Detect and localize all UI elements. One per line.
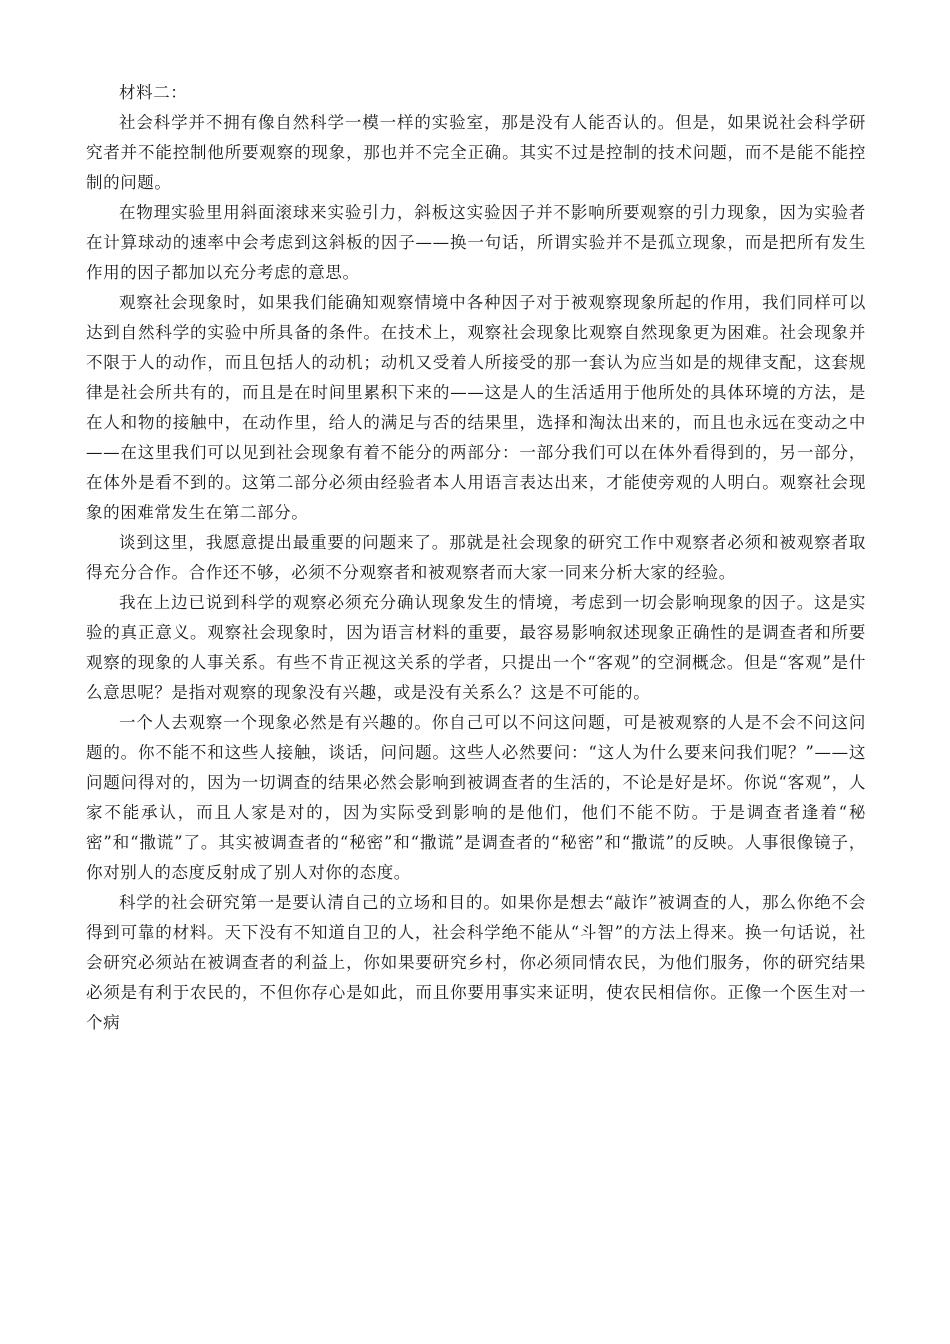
paragraph-6: 一个人去观察一个现象必然是有兴趣的。你自己可以不问这问题，可是被观察的人是不会不问这问题的。你不能不和这些人接触，谈话，问问题。这些人必然要问：“这人为什么要来问我们呢？”——这问题问得对的，因为一切调查的结果必然会影响到被调查者的生活的，不论是好是坏。你说“客观”，人家不能承认，而且人家是对的，因为实际受到影响的是他们，他们不能不防。于是调查者逢着“秘密”和“撒谎”了。其实被调查者的“秘密”和“撒谎”是调查者的“秘密”和“撒谎”的反映。人事很像镜子，你对别人的态度反射成了别人对你的态度。	[86, 713, 866, 882]
paragraph-3: 观察社会现象时，如果我们能确知观察情境中各种因子对于被观察现象所起的作用，我们同样可以达到自然科学的实验中所具备的条件。在技术上，观察社会现象比观察自然现象更为困难。社会现象并不限于人的动作，而且包括人的动机；动机又受着人所接受的那一套认为应当如是的规律支配，这套规律是社会所共有的，而且是在时间里累积下来的——这是人的生活适用于他所处的具体环境的方法，是在人和物的接触中，在动作里，给人的满足与否的结果里，选择和淘汰出来的，而且也永远在变动之中——在这里我们可以见到社会现象有着不能分的两部分：一部分我们可以在体外看得到的，另一部分，在体外是看不到的。这第二部分必须由经验者本人用语言表达出来，才能使旁观的人明白。观察社会现象的困难常发生在第二部分。	[86, 293, 866, 522]
paragraph-2: 在物理实验里用斜面滚球来实验引力，斜板这实验因子并不影响所要观察的引力现象，因为实验者在计算球动的速率中会考虑到这斜板的因子——换一句话，所谓实验并不是孤立现象，而是把所有发生作用的因子都加以充分考虑的意思。	[86, 203, 866, 282]
paragraph-5: 我在上边已说到科学的观察必须充分确认现象发生的情境，考虑到一切会影响现象的因子。这是实验的真正意义。观察社会现象时，因为语言材料的重要，最容易影响叙述现象正确性的是调查者和所要观察的现象的人事关系。有些不肯正视这关系的学者，只提出一个“客观”的空洞概念。但是“客观”是什么意思呢？是指对观察的现象没有兴趣，或是没有关系么？这是不可能的。	[86, 593, 866, 702]
document-body	[86, 78, 866, 1038]
material-heading: 材料二：	[119, 83, 188, 102]
paragraph-7: 科学的社会研究第一是要认清自己的立场和目的。如果你是想去“敲诈”被调查的人，那么你绝不会得到可靠的材料。天下没有不知道自卫的人，社会科学绝不能从“斗智”的方法上得来。换一句话说，社会研究必须站在被调查者的利益上，你如果要研究乡村，你必须同情农民，为他们服务，你的研究结果必须是有利于农民的，不但你存心是如此，而且你要用事实来证明，使农民相信你。正像一个医生对一个病	[86, 893, 866, 1032]
paragraph-4: 谈到这里，我愿意提出最重要的问题来了。那就是社会现象的研究工作中观察者必须和被观察者取得充分合作。合作还不够，必须不分观察者和被观察者而大家一同来分析大家的经验。	[86, 533, 866, 582]
paragraph-1: 社会科学并不拥有像自然科学一模一样的实验室，那是没有人能否认的。但是，如果说社会科学研究者并不能控制他所要观察的现象，那也并不完全正确。其实不过是控制的技术问题，而不是能不能控制的问题。	[86, 113, 866, 192]
